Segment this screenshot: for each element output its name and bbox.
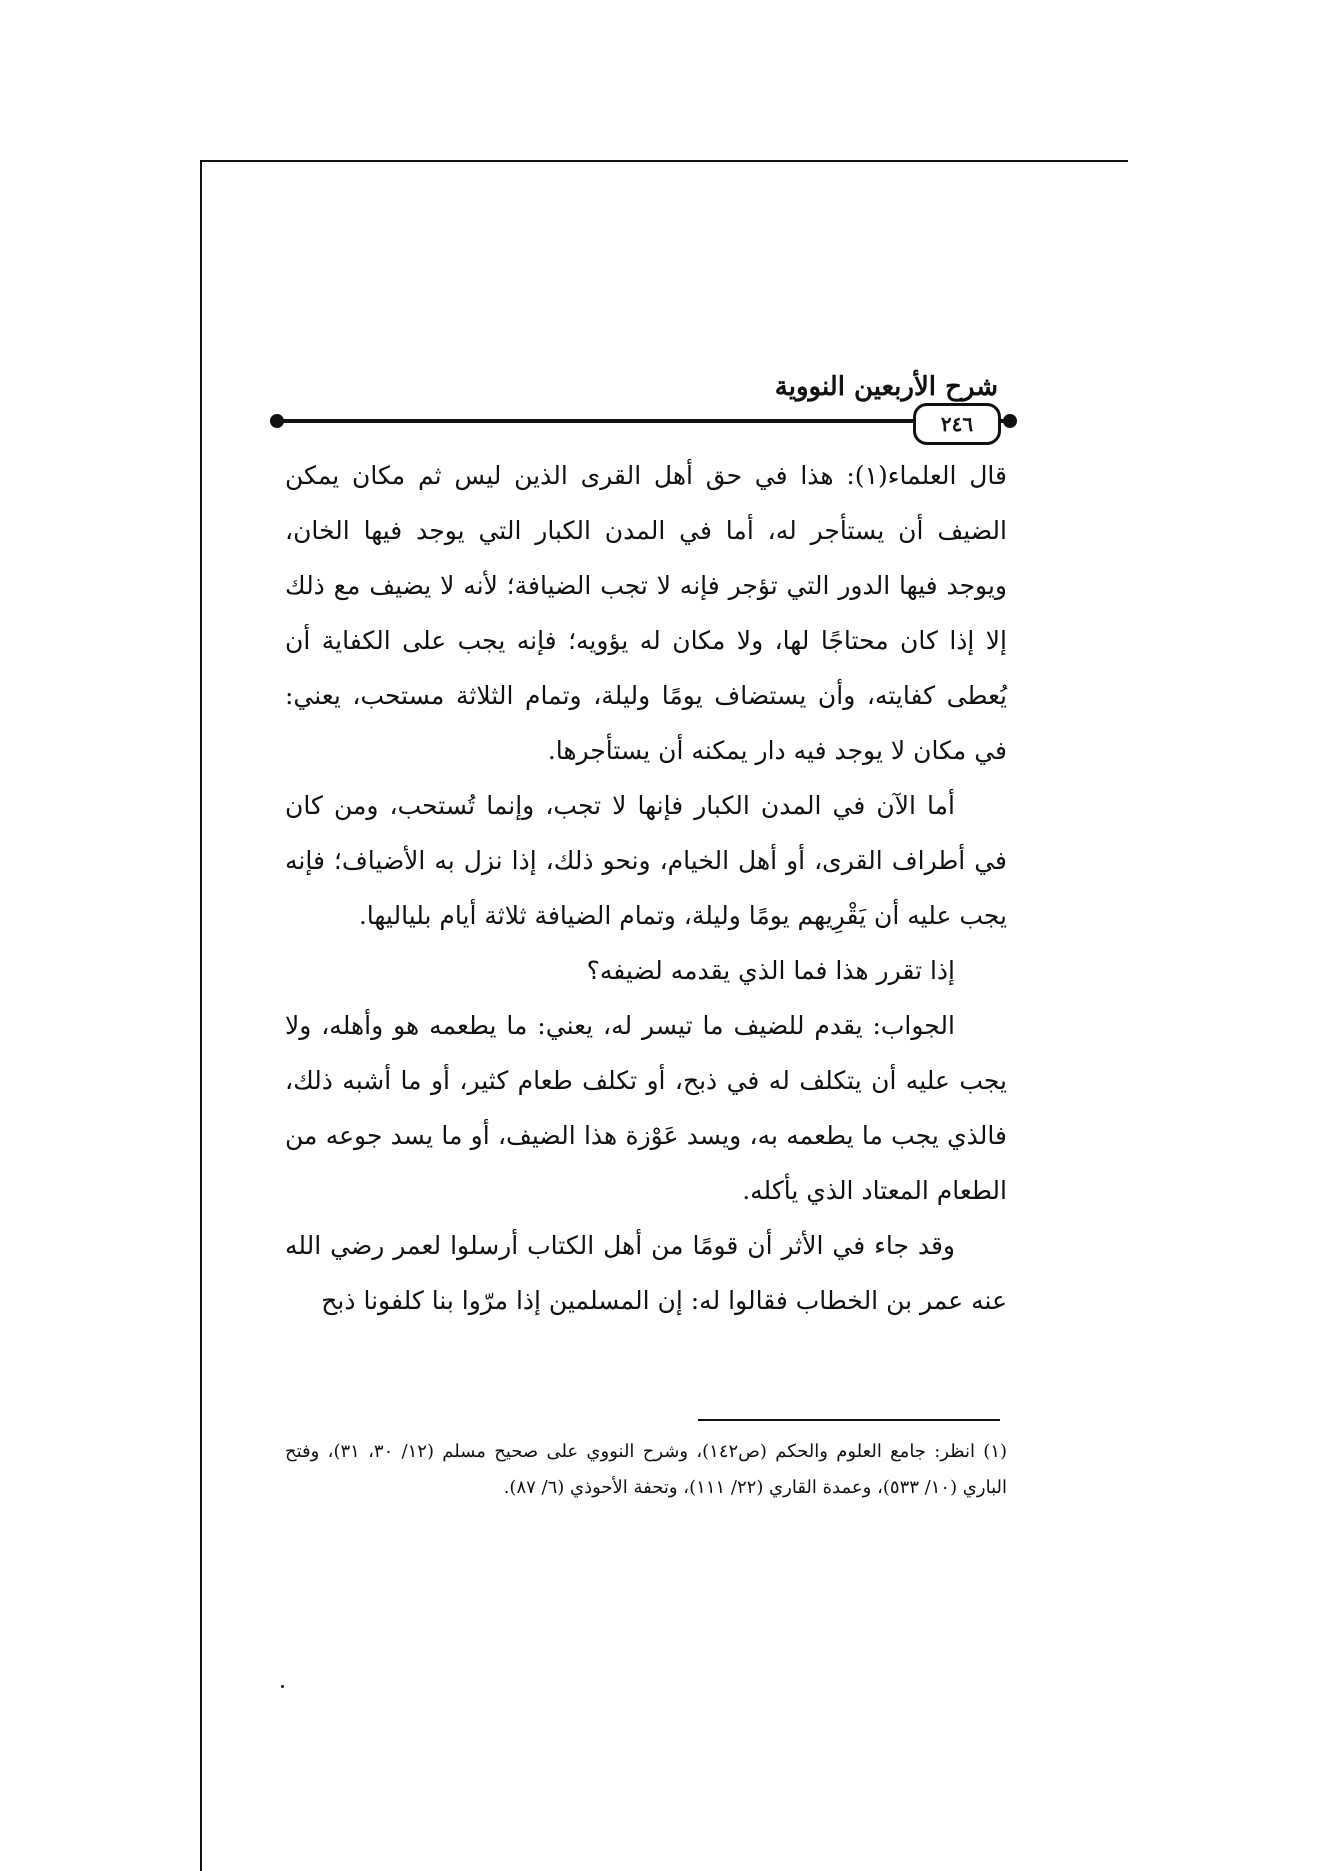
paragraph: الجواب: يقدم للضيف ما تيسر له، يعني: ما يطعمه هو وأهله، ولا يجب عليه أن يتكلف له في ذبح، أو تكلف طعام كثير، أو ما أشبه ذلك، فالذي يجب ما يطعمه به، ويسد عَوْزة هذا الضيف، أو ما يسد جوعه من الطعام المعتاد الذي يأكله. [285, 1011, 1007, 1205]
header-rule [278, 419, 1004, 423]
footnotes [285, 1434, 1007, 1506]
paragraph: أما الآن في المدن الكبار فإنها لا تجب، وإنما تُستحب، ومن كان في أطراف القرى، أو أهل الخيام، ونحو ذلك، إذا نزل به الأضياف؛ فإنه يجب عليه أن يَقْرِيهم يومًا وليلة، وتمام الضيافة ثلاثة أيام بلياليها. [285, 791, 1007, 930]
crop-mark-top [200, 160, 1128, 162]
paragraph: وقد جاء في الأثر أن قومًا من أهل الكتاب أرسلوا لعمر رضي الله عنه عمر بن الخطاب فقالوا له: إن المسلمين إذا مرّوا بنا كلفونا ذبح [285, 1231, 1007, 1315]
header-rule-dot-right [1003, 414, 1017, 428]
page-number: ٢٤٦ [940, 412, 974, 436]
paragraph: قال العلماء(١): هذا في حق أهل القرى الذين ليس ثم مكان يمكن الضيف أن يستأجر له، أما في المدن الكبار التي يوجد فيها الخان، ويوجد فيها الدور التي تؤجر فإنه لا تجب الضيافة؛ لأنه لا يضيف مع ذلك إلا إذا كان محتاجًا لها، ولا مكان له يؤويه؛ فإنه يجب على الكفاية أن يُعطى كفايته، وأن يستضاف يومًا وليلة، وتمام الثلاثة مستحب، يعني: في مكان لا يوجد فيه دار يمكنه أن يستأجرها. [285, 461, 1008, 765]
header-rule-dot-left [270, 414, 284, 428]
running-header-title: شرح الأربعين النووية [774, 372, 998, 402]
crop-mark-left [200, 160, 202, 1871]
paragraph: إذا تقرر هذا فما الذي يقدمه لضيفه؟ [586, 956, 955, 985]
footnote: (١) انظر: جامع العلوم والحكم (ص١٤٢)، وشرح النووي على صحيح مسلم (١٢/ ٣٠، ٣١)، وفتح الباري (١٠/ ٥٣٣)، وعمدة القاري (٢٢/ ١١١)، وتحفة الأحوذي (٦/ ٨٧). [285, 1441, 1008, 1498]
footnote-separator [698, 1419, 1000, 1421]
page-number-badge [913, 403, 1001, 445]
main-text [285, 448, 1007, 1328]
scan-speck [281, 1685, 284, 1688]
